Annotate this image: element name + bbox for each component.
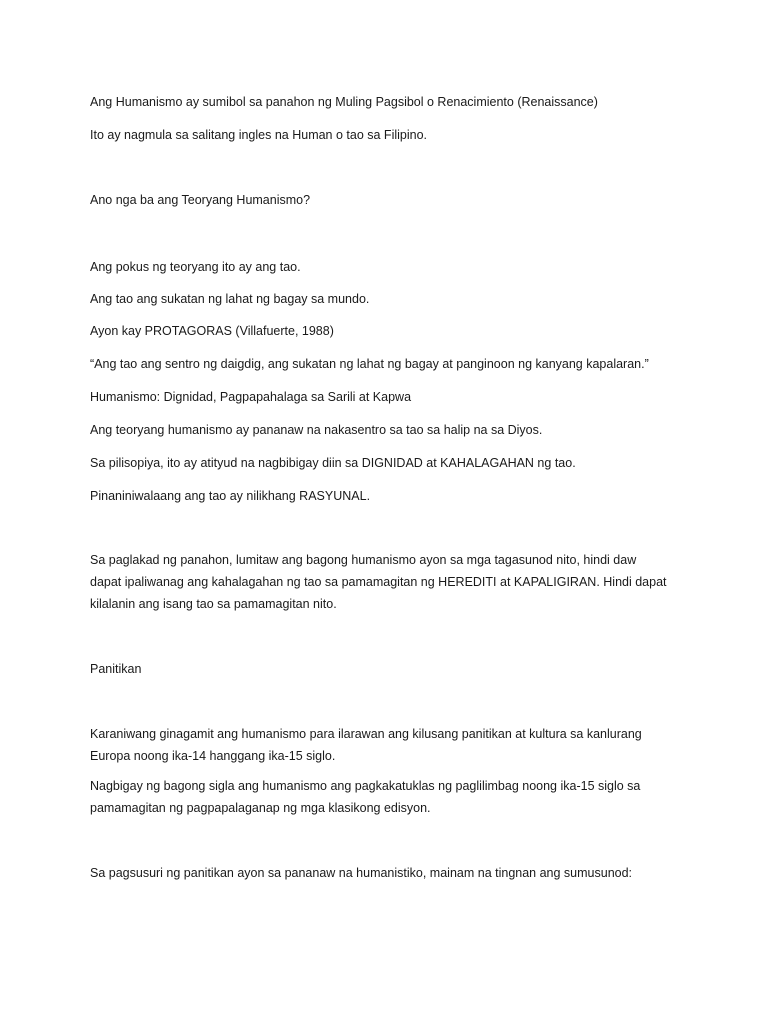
paragraph-heading-literature: Panitikan — [90, 662, 142, 676]
paragraph-rational: Pinaniniwalaang ang tao ay nilikhang RASYUNAL. — [90, 489, 371, 503]
paragraph-question: Ano nga ba ang Teoryang Humanismo? — [90, 193, 311, 207]
paragraph-protagoras: Ayon kay PROTAGORAS (Villafuerte, 1988) — [90, 324, 334, 338]
paragraph-printing: Nagbigay ng bagong sigla ang humanismo ang pagkakatuklas ng paglilimbag noong ika-15 siglo sa pamamagitan ng pagpapalaganap ng mga klasikong edisyon. — [90, 779, 641, 815]
paragraph-origin: Ito ay nagmula sa salitang ingles na Human o tao sa Filipino. — [90, 128, 427, 142]
paragraph-quote: “Ang tao ang sentro ng daigdig, ang sukatan ng lahat ng bagay at panginoon ng kanyang kapalaran.” — [90, 357, 649, 371]
paragraph-analysis: Sa pagsusuri ng panitikan ayon sa pananaw na humanistiko, mainam na tingnan ang sumusunod: — [90, 866, 633, 880]
paragraph-definition: Ang teoryang humanismo ay pananaw na nakasentro sa tao sa halip na sa Diyos. — [90, 423, 543, 437]
paragraph-new-humanism: Sa paglakad ng panahon, lumitaw ang bagong humanismo ayon sa mga tagasunod nito, hindi daw dapat ipaliwanag ang kahalagahan ng tao sa pamamagitan ng HEREDITI at KAPALIGIRAN. Hindi dapat kilalanin ang isang tao sa pamamagitan nito. — [90, 553, 667, 611]
paragraph-philosophy: Sa pilisopiya, ito ay atityud na nagbibigay diin sa DIGNIDAD at KAHALAGAHAN ng tao. — [90, 456, 576, 470]
paragraph-intro: Ang Humanismo ay sumibol sa panahon ng Muling Pagsibol o Renacimiento (Renaissance) — [90, 95, 598, 109]
paragraph-heading-dignity: Humanismo: Dignidad, Pagpapahalaga sa Sarili at Kapwa — [90, 390, 412, 404]
paragraph-measure: Ang tao ang sukatan ng lahat ng bagay sa mundo. — [90, 292, 370, 306]
paragraph-focus: Ang pokus ng teoryang ito ay ang tao. — [90, 260, 301, 274]
paragraph-literature-movement: Karaniwang ginagamit ang humanismo para ilarawan ang kilusang panitikan at kultura sa kanlurang Europa noong ika-14 hanggang ika-15 siglo. — [90, 727, 642, 763]
